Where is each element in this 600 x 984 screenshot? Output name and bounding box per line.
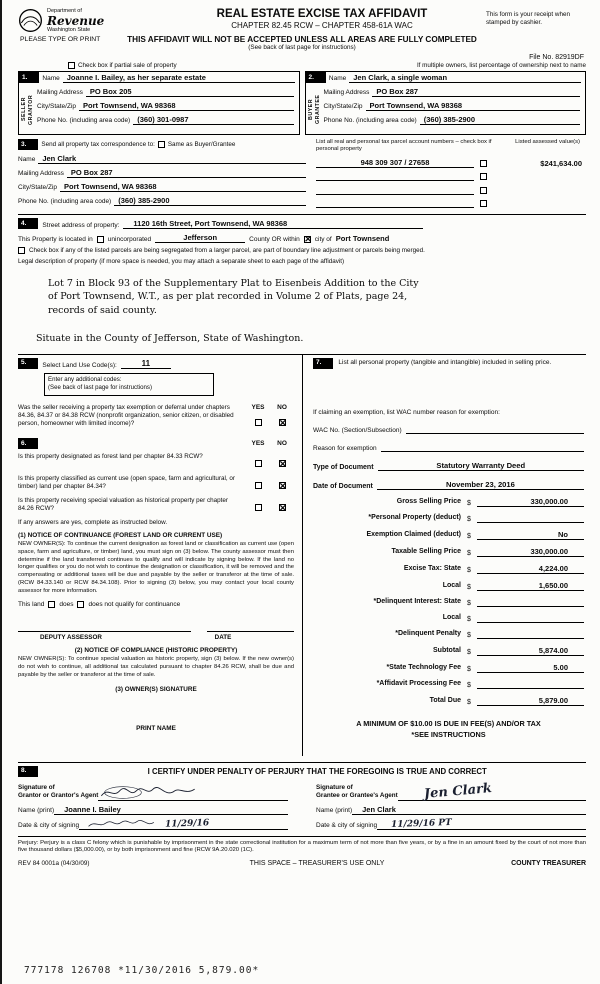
notice-compliance-title: (2) NOTICE OF COMPLIANCE (HISTORIC PROPERTY) [74,647,238,655]
grantee-word: GRANTEE [314,94,321,125]
money-label: Local [442,614,461,622]
historic-question-row [18,497,294,515]
personal-property-checkbox[interactable] [480,200,487,207]
corr-phone-label: Phone No. (including area code) [18,197,112,205]
seller-csz-label: City/State/Zip [37,102,77,110]
dollar-sign: $ [467,566,471,574]
corr-csz-field[interactable]: Port Townsend, WA 98368 [60,182,306,192]
money-label: *Delinquent Interest: State [373,598,461,606]
parcel-number-field[interactable] [316,172,474,181]
warning-row [18,35,586,51]
grantee-sig-label-1: Signature of [316,784,353,792]
money-row-delinq-int-local [313,614,584,623]
reason-label: Reason for exemption [313,444,377,452]
historic-yes-checkbox[interactable] [255,504,262,511]
dollar-sign: $ [467,515,471,523]
does-label: does [59,601,74,609]
parcel-number-field[interactable] [316,186,474,195]
logo-dept: Department of [47,8,82,15]
segregated-label: Check box if any of the listed parcels are being segregated from a larger parcel, are part of boundary line adjustment or parcels being merged. [29,246,425,254]
logo-text [47,8,104,32]
dollar-sign: $ [467,532,471,540]
grantor-date-scribble [87,819,157,829]
forest-no-checkbox[interactable] [279,460,286,467]
money-label: *Personal Property (deduct) [368,514,461,522]
personal-property-deduct-field[interactable] [477,514,584,523]
money-label: *Affidavit Processing Fee [376,680,461,688]
buyer-name-field[interactable]: Jen Clark, a single woman [349,73,581,83]
wac-number-label: WAC No. (Section/Subsection) [313,426,402,434]
form-header [18,8,586,33]
personal-property-label: List all personal property (tangible and intangible) included in selling price. [338,358,552,366]
does-not-label: does not qualify for continuance [88,601,181,609]
money-row-delinq-int-state [313,598,584,607]
grantor-date-label: Date & city of signing [18,821,80,829]
section-7-header [313,358,584,369]
delinquent-interest-state-field[interactable] [477,598,584,607]
parcel-row [316,158,586,168]
land-use-label: Select Land Use Code(s): [42,361,117,369]
deputy-date-line[interactable] [207,624,294,632]
form-subtitle: CHAPTER 82.45 RCW – CHAPTER 458-61A WAC [231,21,413,30]
parties-row [18,71,586,135]
money-row-taxable [313,547,584,557]
assessed-value-field[interactable] [493,199,586,208]
please-type-label: PLEASE TYPE OR PRINT [20,36,101,43]
yes-header: YES [251,440,265,448]
money-label: Local [442,582,461,590]
buyer-phone-label: Phone No. (including area code) [323,116,417,124]
minimum-fee-text: A MINIMUM OF $10.00 IS DUE IN FEE(S) AND/OR TAX [356,718,541,728]
revenue-seal-icon [18,8,43,33]
continuance-qualify-row [18,601,294,608]
land-does-checkbox[interactable] [48,601,55,608]
owners-signature-title: (3) OWNER(S) SIGNATURE [115,685,197,693]
section-3 [18,139,586,208]
no-header: NO [277,403,287,411]
seller-mailing-label: Mailing Address [37,88,83,96]
located-in-label: This Property is located in [18,235,93,243]
section-4 [18,214,586,344]
money-label: Excise Tax: State [403,565,461,573]
seller-section [18,71,300,135]
minimum-fee-note [313,719,584,741]
grantor-date-field[interactable] [79,819,288,830]
file-number: File No. 82919DF [529,54,584,61]
grantee-sig-label-2: Grantee or Grantee's Agent [316,792,398,800]
grantee-signature-value: Jen Clark [423,780,493,802]
seller-name-field[interactable]: Joanne I. Bailey, as her separate estate [63,73,295,83]
deputy-assessor-label: DEPUTY ASSESSOR [40,634,102,642]
exemption-claimed-field[interactable]: No [477,530,584,540]
doc-type-row [313,461,584,471]
parcel-row [316,186,586,195]
money-row-tech-fee [313,663,584,673]
wac-number-row [313,425,584,434]
partial-sale-label: Check box if partial sale of property [78,62,177,69]
land-does-not-checkbox[interactable] [77,601,84,608]
seller-phone-field[interactable]: (360) 301-0987 [133,115,293,125]
cashier-receipt-stamp: 777178 126708 *11/30/2016 5,879.00* [24,965,260,976]
buyer-phone-field[interactable]: (360) 385-2900 [420,115,580,125]
legal-description-label: Legal description of property (if more space is needed, you may attach a separate sheet to each page of the affidavit) [18,257,345,265]
seller-mailing-field[interactable]: PO Box 205 [86,87,294,97]
certify-statement: I CERTIFY UNDER PENALTY OF PERJURY THAT THE FOREGOING IS TRUE AND CORRECT [147,766,487,776]
personal-property-checkbox[interactable] [480,187,487,194]
deputy-assessor-lines [18,624,294,632]
buyer-mailing-label: Mailing Address [323,88,370,96]
money-label: Taxable Selling Price [391,548,461,556]
legal-situate-field[interactable]: Situate in the County of Jefferson, State of Washington. [36,332,304,344]
yes-header: YES [251,403,265,411]
money-row-excise-local [313,581,584,591]
money-label: Gross Selling Price [396,498,461,506]
affidavit-processing-fee-field[interactable] [477,680,584,689]
see-back-instructions: (See back of last page for instructions) [48,384,152,392]
dollar-sign: $ [467,615,471,623]
no-header: NO [277,440,287,448]
notice-compliance-body: NEW OWNER(S): To continue special valuation as historic property, sign (3) below. If the new owner(s) do not wish to continue, all additional tax calculated pursuant to chapter 84.26 RCW, shall be due and payable by the seller or transferor at the time of sale. [18,656,294,679]
forest-land-question-row [18,453,294,471]
buyer-side-label [308,87,321,132]
date-label: DATE [214,634,232,642]
current-use-question-row [18,475,294,493]
grantee-date-value: 11/29/16 PT [390,817,452,830]
parcel-number-field[interactable]: 948 309 307 / 27658 [316,158,474,168]
land-use-code-field[interactable]: 11 [121,359,171,369]
doc-type-label: Type of Document [313,463,374,471]
dollar-sign: $ [467,698,471,706]
reason-row [313,443,584,452]
grantor-word: GRANTOR [28,94,34,125]
wac-number-field[interactable] [406,425,584,434]
multiple-owners-note: If multiple owners, list percentage of ownership next to name [416,62,586,69]
total-due-field[interactable]: 5,879.00 [477,696,584,706]
dollar-sign: $ [467,549,471,557]
section-5-tab: 5. [18,358,38,369]
money-label: *State Technology Fee [386,664,461,672]
section-7-tab: 7. [313,358,333,369]
current-use-no-checkbox[interactable] [279,482,286,489]
delinquent-penalty-field[interactable] [477,630,584,639]
assessed-value-field[interactable]: $241,634.00 [540,158,582,168]
buyer-section [305,71,587,135]
right-column [302,355,586,756]
money-row-processing-fee [313,680,584,689]
dollar-sign: $ [467,631,471,639]
money-row-gross [313,497,584,507]
corr-csz-label: City/State/Zip [18,183,58,191]
section-6-tab: 6. [18,438,38,449]
deputy-assessor-signature-line[interactable] [18,624,191,632]
corr-mailing-field[interactable]: PO Box 287 [67,168,306,178]
owners-signature-area[interactable] [18,693,294,719]
grantor-sig-label-1: Signature of [18,784,55,792]
section-8 [18,762,586,830]
city-of-label: city of [314,235,332,243]
parcel-number-field[interactable] [316,199,474,208]
left-column [18,355,302,756]
seller-word: SELLER [21,97,27,122]
money-label: *Delinquent Penalty [395,630,461,638]
grantee-name-print-label: Name (print) [316,806,353,814]
grantor-sig-label-2: Grantor or Grantor's Agent [18,792,99,800]
seller-phone-label: Phone No. (including area code) [37,116,131,124]
parcel-numbers-header: List all real and personal tax parcel account numbers – check box if personal property [316,139,492,153]
money-row-excise-state [313,564,584,574]
money-row-exemption [313,530,584,540]
corr-mailing-label: Mailing Address [18,169,64,177]
middle-columns [18,354,586,756]
doc-date-row [313,480,584,490]
grantee-name-print-field[interactable]: Jen Clark [352,805,586,815]
deputy-assessor-labels [18,634,294,641]
section-3-tab: 3. [18,139,38,150]
section-6-header [18,438,294,449]
grantor-date-value: 11/29/16 [164,817,210,830]
historic-no-checkbox[interactable] [279,504,286,511]
personal-property-area[interactable] [313,369,584,405]
personal-property-checkbox[interactable] [480,160,487,167]
exemption-yes-checkbox[interactable] [255,419,262,426]
this-land-label: This land [18,601,45,609]
see-instructions-text: *SEE INSTRUCTIONS [411,729,486,739]
doc-type-field[interactable]: Statutory Warranty Deed [378,461,584,471]
same-as-buyer-label: Same as Buyer/Grantee [167,140,236,148]
receipt-note: This form is your receipt when stamped by cashier. [486,11,570,26]
grantor-signature-scribble [98,785,198,800]
print-name-title: PRINT NAME [136,724,176,732]
grantee-date-label: Date & city of signing [316,821,378,829]
unincorporated-checkbox[interactable] [97,236,104,243]
dollar-sign: $ [467,599,471,607]
logo-name: Revenue [47,13,105,28]
subtotal-field[interactable]: 5,874.00 [477,646,584,656]
taxable-selling-price-field[interactable]: 330,000.00 [477,547,584,557]
reason-field[interactable] [381,443,584,452]
excise-state-field[interactable]: 4,224.00 [477,564,584,574]
exemption-wac-label: If claiming an exemption, list WAC number reason for exemption: [313,408,500,416]
county-treasurer-label: COUNTY TREASURER [511,860,586,868]
send-correspondence-label: Send all property tax correspondence to: [41,140,155,148]
section-1-tab: 1. [19,72,39,83]
logo-state: Washington State [47,26,91,33]
money-label: Total Due [429,697,461,705]
assessed-value-field[interactable] [493,172,586,181]
perjury-notice: Perjury: Perjury is a class C felony which is punishable by imprisonment in the state correctional institution for a maximum term of not more than five years, or by a fine in an amount fixed by the court of not more than five thousand dollars ($5,000.00), or by both imprisonment and fine (RCW 9A.20.020 (1C). [18,836,586,856]
grantee-signature-block [316,782,586,830]
top-checks-row [18,62,586,69]
exemption-no-checkbox[interactable] [279,419,286,426]
print-name-area[interactable] [18,732,294,752]
buyer-name-label: Name [328,74,347,82]
segregated-checkbox[interactable] [18,247,25,254]
seller-side-label [21,87,34,132]
parcel-row [316,172,586,181]
doc-date-field[interactable]: November 23, 2016 [377,480,584,490]
grantor-signature-field[interactable] [98,782,288,801]
section-5-header [18,358,294,369]
forest-land-question: Is this property designated as forest land per chapter 84.33 RCW? [18,453,203,461]
grantor-signature-block [18,782,288,830]
seller-name-label: Name [42,74,60,82]
additional-codes-box [44,373,214,396]
city-field[interactable]: Port Townsend [335,233,390,243]
current-use-question: Is this property classified as current use (open space, farm and agricultural, or timber) land per chapter 84.34? [18,475,235,491]
current-use-yes-checkbox[interactable] [255,482,262,489]
delinquent-interest-local-field[interactable] [477,614,584,623]
county-field[interactable]: Jefferson [155,233,245,243]
same-as-buyer-checkbox[interactable] [158,141,165,148]
any-yes-note: If any answers are yes, complete as instructed below. [18,519,168,527]
partial-sale-checkbox[interactable] [68,62,75,69]
forest-yes-checkbox[interactable] [255,460,262,467]
grantor-name-print-label: Name (print) [18,806,55,814]
warning-text: THIS AFFIDAVIT WILL NOT BE ACCEPTED UNLESS ALL AREAS ARE FULLY COMPLETED [127,35,477,44]
additional-codes-label: Enter any additional codes: [48,375,122,383]
buyer-mailing-field[interactable]: PO Box 287 [372,87,580,97]
form-title: REAL ESTATE EXCISE TAX AFFIDAVIT [216,8,428,20]
city-checkbox[interactable] [304,236,311,243]
title-block [158,8,486,30]
unincorporated-label: unincorporated [107,235,152,243]
assessed-value-field[interactable] [493,186,586,195]
section-8-tab: 8. [18,766,38,777]
revenue-logo [18,8,158,33]
section-4-tab: 4. [18,218,38,229]
corr-name-field[interactable]: Jen Clark [38,154,306,164]
assessed-values-header: Listed assessed value(s) [515,139,580,145]
dollar-sign: $ [467,665,471,673]
county-or-within-label: County OR within [249,235,300,243]
grantee-date-field[interactable] [377,819,586,830]
buyer-csz-label: City/State/Zip [323,102,363,110]
dollar-sign: $ [467,583,471,591]
corr-phone-field[interactable]: (360) 385-2900 [114,196,306,206]
gross-selling-price-field[interactable]: 330,000.00 [477,497,584,507]
money-row-subtotal [313,646,584,656]
money-label: Exemption Claimed (deduct) [366,531,461,539]
street-address-label: Street address of property: [42,221,120,229]
money-row-delinq-penalty [313,630,584,639]
personal-property-checkbox[interactable] [480,173,487,180]
buyer-word: BUYER [307,98,314,121]
footer-row [18,860,586,867]
parcel-row [316,199,586,208]
grantee-signature-field[interactable] [398,782,586,801]
money-row-personal [313,514,584,523]
doc-date-label: Date of Document [313,482,373,490]
dollar-sign: $ [467,648,471,656]
dollar-sign: $ [467,681,471,689]
section-2-tab: 2. [306,72,326,83]
notice-continuance-title: (1) NOTICE OF CONTINUANCE (FOREST LAND OR CURRENT USE) [18,532,223,540]
buyer-csz-field[interactable]: Port Townsend, WA 98368 [366,101,580,111]
state-technology-fee-field[interactable]: 5.00 [477,663,584,673]
exemption-question: Was the seller receiving a property tax exemption or deferral under chapters 84.36, 84.37 or 84.38 RCW (nonprofit organization, senior citizen, or disabled person, homeowner with limited income)? [18,403,234,428]
header-left [18,8,158,33]
grantor-name-print-field[interactable]: Joanne I. Bailey [54,805,288,815]
see-back-note: (See back of last page for instructions) [248,44,356,51]
excise-local-field[interactable]: 1,650.00 [477,581,584,591]
exemption-question-row [18,404,294,429]
rev-number: REV 84 0001a (04/30/09) [18,860,90,868]
corr-name-label: Name [18,155,36,163]
legal-description-field[interactable]: Lot 7 in Block 93 of the Supplementary Plat to Eisenbeis Addition to the City of Port Townsend, W.T., as per plat recorded in Volume 2 of Plats, page 24, records of said county. [48,277,419,316]
money-label: Subtotal [433,647,461,655]
historic-question: Is this property receiving special valuation as historical property per chapter 84.26 RCW? [18,497,228,513]
street-address-field[interactable]: 1120 16th Street, Port Townsend, WA 98368 [123,219,423,229]
seller-csz-field[interactable]: Port Townsend, WA 98368 [79,101,293,111]
money-row-total-due [313,696,584,706]
dollar-sign: $ [467,499,471,507]
notice-continuance-body: NEW OWNER(S): To continue the current designation as forest land or classification as current use (open space, farm and agriculture, or timber) land, you must sign on (3) below. The county assessor must then determine if the land transferred continues to qualify and will indicate by signing below. If the land no longer qualifies or you do not wish to continue the designation or classification, it will be removed and the compensating or additional taxes will be due and payable by the seller or transferor at the time of sale. (RCW 84.33.140 or RCW 84.34.108). Prior to signing (3) below, you may contact your local county assessor for more information. [18,541,294,594]
treasurer-space-label: THIS SPACE – TREASURER'S USE ONLY [249,860,385,868]
